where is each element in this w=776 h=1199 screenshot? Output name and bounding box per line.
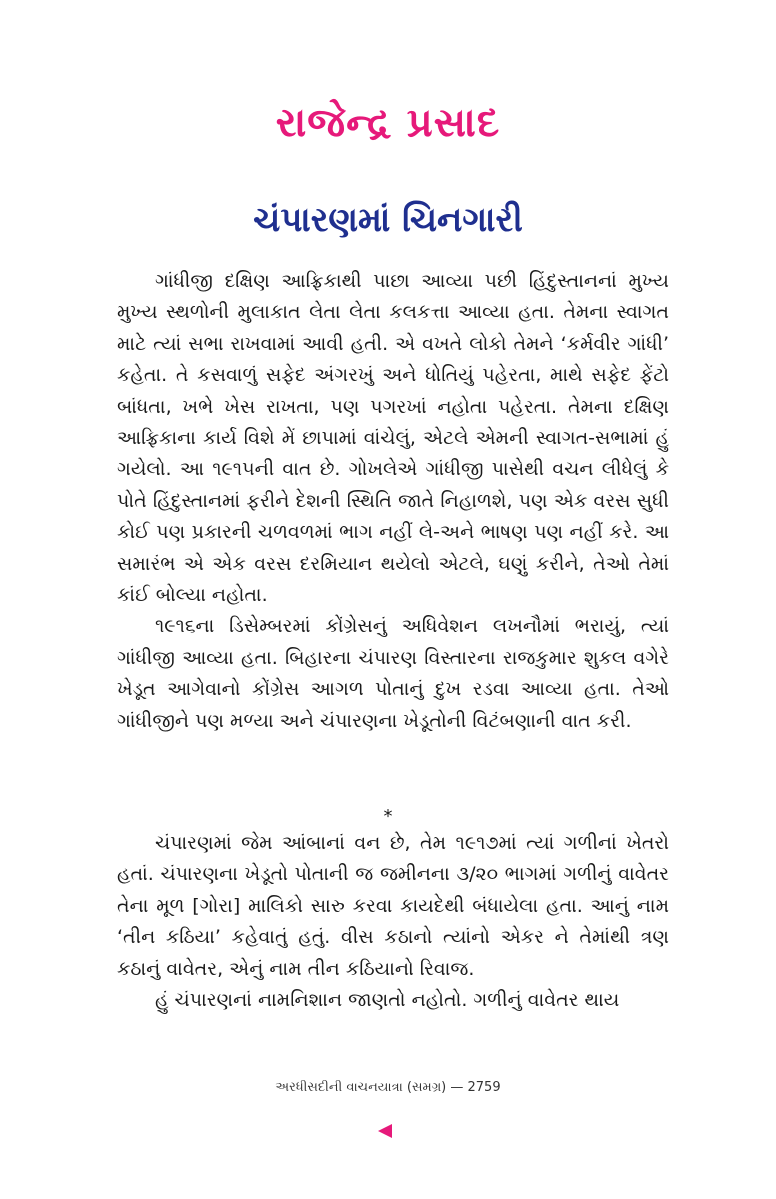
author-name: રાજેન્દ્ર પ્રસાદ (275, 100, 501, 146)
paragraph: ૧૯૧૬ના ડિસેમ્બરમાં કોંગ્રેસનું અધિવેશન લખનૌમાં ભરાયું, ત્યાં ગાંધીજી આવ્યા હતા. બિહારના ચંપારણ વિસ્તારના રાજકુમાર શુકલ વગેરે ખેડૂત આગેવાનો કોંગ્રેસ આગળ પોતાનું દુખ રડવા આવ્યા હતા. તેઓ ગાંધીજીને પણ મળ્યા અને ચંપારણના ખેડૂતોની વિટંબણાની વાત કરી. (117, 615, 669, 732)
body-section-2 (117, 828, 669, 1016)
page-footer: અરધીસદીની વાચનયાત્રા (સમગ્ર) — 2759 (275, 1080, 501, 1095)
section-divider: * (383, 806, 393, 827)
chapter-title: ચંપારણમાં ચિનગારી (253, 200, 523, 240)
body-section-1 (117, 266, 669, 737)
paragraph: ગાંધીજી દક્ષિણ આફ્રિકાથી પાછા આવ્યા પછી હિંદુસ્તાનનાં મુખ્ય મુખ્ય સ્થળોની મુલાકાત લેતા લેતા કલકત્તા આવ્યા હતા. તેમના સ્વાગત માટે ત્યાં સભા રાખવામાં આવી હતી. એ વખતે લોકો તેમને ‘કર્મવીર ગાંધી’ કહેતા. તે કસવાળું સફેદ અંગરખું અને ધોતિયું પહેરતા, માથે સફેદ ફેંટો બાંધતા, ખભે ખેસ રાખતા, પણ પગરખાં નહોતા પહેરતા. તેમના દક્ષિણ આફ્રિકાના કાર્ય વિશે મેં છાપામાં વાંચેલું, એટલે એમની સ્વાગત-સભામાં હું ગયેલો. આ ૧૯૧૫ની વાત છે. ગોખલેએ ગાંધીજી પાસેથી વચન લીધેલું કે પોતે હિંદુસ્તાનમાં ફરીને દેશની સ્થિતિ જાતે નિહાળશે, પણ એક વરસ સુધી કોઈ પણ પ્રકારની ચળવળમાં ભાગ નહીં લે-અને ભાષણ પણ નહીં કરે. આ સમારંભ એ એક વરસ દરમિયાન થયેલો એટલે, ઘણું કરીને, તેઓ તેમાં કાંઈ બોલ્યા નહોતા. (117, 270, 669, 607)
paragraph: હું ચંપારણનાં નામનિશાન જાણતો નહોતો. ગળીનું વાવેતર થાય (155, 989, 620, 1012)
previous-page-icon[interactable] (378, 1124, 392, 1138)
paragraph: ચંપારણમાં જેમ આંબાનાં વન છે, તેમ ૧૯૧૭માં ત્યાં ગળીનાં ખેતરો હતાં. ચંપારણના ખેડૂતો પોતાની જ જમીનના ૩/૨૦ ભાગમાં ગળીનું વાવેતર તેના મૂળ [ગોરા] માલિકો સારુ કરવા કાયદેથી બંધાયેલા હતા. આનું નામ ‘તીન કઠિયા’ કહેવાતું હતું. વીસ કઠાનો ત્યાંનો એકર ને તેમાંથી ત્રણ કઠાનું વાવેતર, એનું નામ તીન કઠિયાનો રિવાજ. (117, 832, 669, 980)
